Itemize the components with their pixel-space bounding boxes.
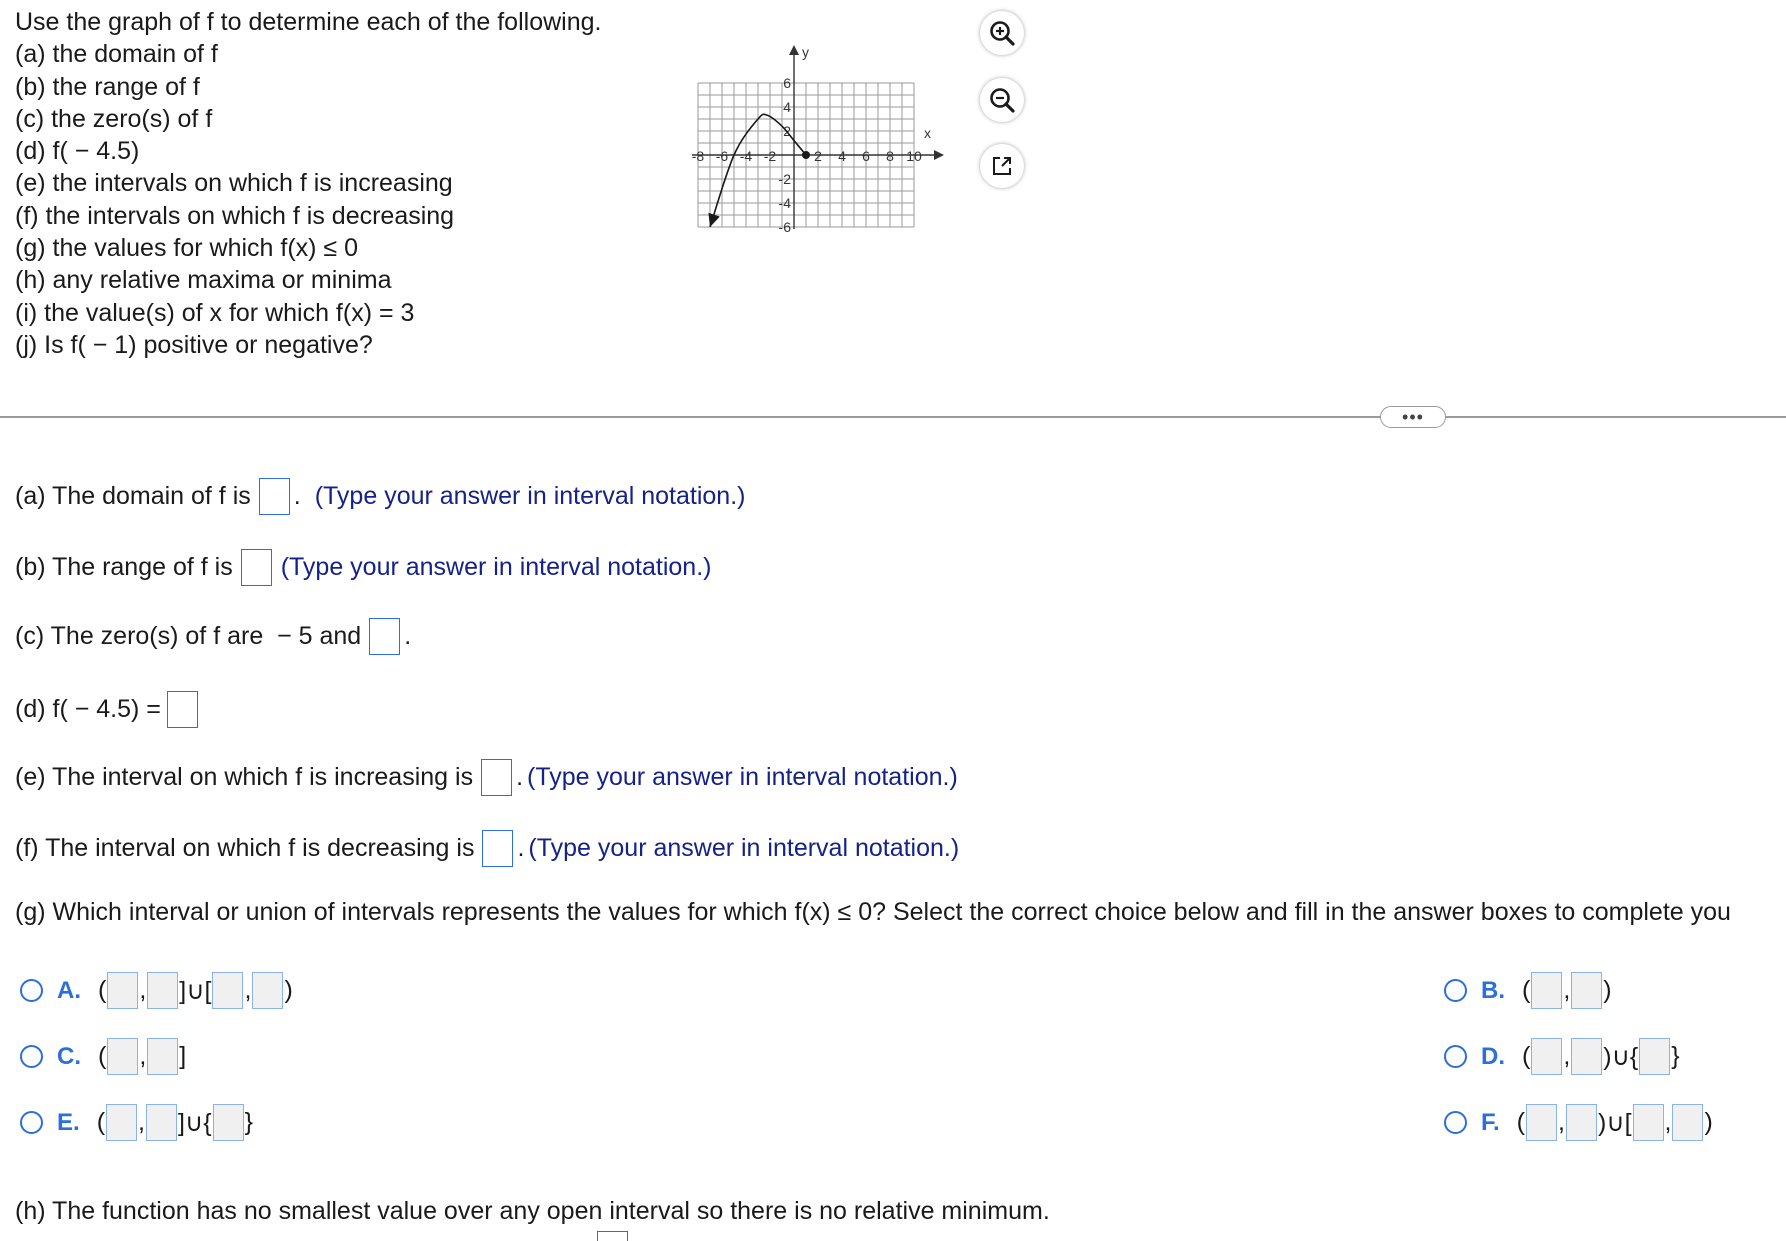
choice-e-letter: E.	[57, 1108, 80, 1136]
zoom-out-icon	[987, 85, 1017, 115]
y-axis-arrow	[789, 45, 799, 55]
choice-e-box-1[interactable]	[106, 1104, 137, 1141]
increasing-answer-box[interactable]	[481, 759, 512, 796]
choice-b[interactable]	[1444, 972, 1613, 1009]
zoom-in-icon	[987, 18, 1017, 48]
answer-e	[15, 759, 958, 796]
x-tick-label: -8	[691, 148, 705, 164]
question-part-i: (i) the value(s) of x for which f(x) = 3	[15, 298, 415, 327]
x-tick-label: 2	[814, 148, 822, 164]
popout-icon	[989, 153, 1015, 179]
x-tick-label: 8	[886, 148, 894, 164]
question-part-j: (j) Is f( − 1) positive or negative?	[15, 330, 373, 359]
section-divider	[0, 416, 1786, 418]
expand-handle[interactable]: •••	[1380, 406, 1446, 428]
x-tick-label: -4	[739, 148, 753, 164]
answer-b-hint: (Type your answer in interval notation.)	[280, 553, 712, 581]
question-part-a: (a) the domain of f	[15, 40, 218, 69]
choice-a-box-3[interactable]	[212, 972, 243, 1009]
choice-c-open: (	[98, 1042, 107, 1070]
choice-d-box-3[interactable]	[1639, 1038, 1670, 1075]
choice-e-box-2[interactable]	[146, 1104, 177, 1141]
answer-a-suffix: .	[293, 482, 301, 510]
choice-c-close: ]	[179, 1042, 187, 1070]
choice-d-letter: D.	[1481, 1042, 1505, 1070]
domain-answer-box[interactable]	[259, 478, 290, 515]
choice-f-box-3[interactable]	[1633, 1104, 1664, 1141]
choice-f-sep2: ,	[1664, 1108, 1672, 1136]
answer-e-prefix: (e) The interval on which f is increasing is	[15, 763, 474, 791]
choice-f-letter: F.	[1481, 1108, 1500, 1136]
answer-a	[15, 478, 745, 515]
y-tick-label: 4	[783, 99, 791, 115]
choice-b-letter: B.	[1481, 976, 1505, 1004]
choice-e[interactable]	[20, 1104, 254, 1141]
choice-d-close: }	[1671, 1042, 1680, 1070]
choice-d[interactable]	[1444, 1038, 1681, 1075]
choice-d-box-1[interactable]	[1531, 1038, 1562, 1075]
y-tick-label: -6	[778, 219, 791, 235]
choice-f-open: (	[1516, 1108, 1525, 1136]
choice-e-box-3[interactable]	[213, 1104, 244, 1141]
question-part-g: (g) the values for which f(x) ≤ 0	[15, 234, 359, 263]
choice-d-open: (	[1522, 1042, 1531, 1070]
answer-b-prefix: (b) The range of f is	[15, 553, 233, 581]
x-axis-label: x	[924, 125, 931, 141]
y-tick-label: -4	[778, 195, 791, 211]
question-text	[15, 6, 601, 361]
x-tick-label: 6	[862, 148, 870, 164]
x-tick-label: 10	[906, 148, 922, 164]
choice-a-sep1: ,	[139, 976, 147, 1004]
choice-c-radio[interactable]	[20, 1045, 43, 1068]
answer-g-prompt	[15, 898, 1786, 927]
choice-c-sep1: ,	[139, 1042, 147, 1070]
zero-answer-box[interactable]	[369, 618, 400, 655]
choice-f-box-4[interactable]	[1672, 1104, 1703, 1141]
answer-c-suffix: .	[404, 622, 412, 650]
question-intro: Use the graph of f to determine each of the following.	[15, 8, 602, 36]
answer-d-prefix: (d) f( − 4.5) =	[15, 695, 161, 723]
choice-c-box-1[interactable]	[107, 1038, 138, 1075]
choice-f-radio[interactable]	[1444, 1111, 1467, 1134]
choice-a-box-1[interactable]	[107, 972, 138, 1009]
answer-d	[15, 691, 198, 728]
popout-button[interactable]	[980, 144, 1024, 188]
y-tick-label: -2	[778, 171, 791, 187]
zoom-out-button[interactable]	[980, 78, 1024, 122]
answer-f	[15, 830, 959, 867]
choice-d-box-2[interactable]	[1571, 1038, 1602, 1075]
choice-a-sep2: ,	[244, 976, 252, 1004]
choice-b-open: (	[1522, 976, 1531, 1004]
answer-h-text: (h) The function has no smallest value over any open interval so there is no relative minimum.	[15, 1197, 1050, 1225]
choice-a-letter: A.	[57, 976, 81, 1004]
function-graph	[680, 40, 980, 260]
answer-c-prefix: (c) The zero(s) of f are − 5 and	[15, 622, 362, 650]
choice-a-open: (	[98, 976, 107, 1004]
choice-b-box-1[interactable]	[1531, 972, 1562, 1009]
question-part-c: (c) the zero(s) of f	[15, 104, 213, 133]
choice-d-sep1: ,	[1563, 1042, 1571, 1070]
answer-f-suffix: .	[517, 834, 525, 862]
answer-h-box-peek[interactable]	[597, 1231, 628, 1241]
choice-e-open: (	[96, 1108, 106, 1136]
choice-d-radio[interactable]	[1444, 1045, 1467, 1068]
answer-a-hint: (Type your answer in interval notation.)	[314, 482, 746, 510]
choice-e-close: }	[244, 1108, 253, 1136]
choice-b-close: )	[1603, 976, 1612, 1004]
y-tick-label: 6	[783, 75, 791, 91]
choice-f-box-1[interactable]	[1526, 1104, 1557, 1141]
y-tick-label: 2	[783, 123, 791, 139]
choice-a-radio[interactable]	[20, 979, 43, 1002]
answer-e-hint: (Type your answer in interval notation.)	[527, 763, 958, 791]
question-part-e: (e) the intervals on which f is increasing	[15, 169, 453, 198]
choice-f-close: )	[1704, 1108, 1713, 1136]
choice-a[interactable]	[20, 972, 294, 1009]
choice-f-box-2[interactable]	[1566, 1104, 1597, 1141]
choice-c-box-2[interactable]	[147, 1038, 178, 1075]
choice-a-box-4[interactable]	[252, 972, 283, 1009]
answer-g-text: (g) Which interval or union of intervals represents the values for which f(x) ≤ 0? Select the correct choice below and fill in the answer boxes to complete you	[15, 898, 1731, 926]
choice-f-mid: )∪[	[1597, 1108, 1632, 1137]
choice-e-sep1: ,	[138, 1108, 145, 1136]
choice-b-box-2[interactable]	[1571, 972, 1602, 1009]
question-part-b: (b) the range of f	[15, 72, 200, 101]
answer-f-prefix: (f) The interval on which f is decreasing is	[15, 834, 475, 862]
choice-d-mid: )∪{	[1603, 1042, 1639, 1071]
f-value-answer-box[interactable]	[167, 691, 198, 728]
range-answer-box[interactable]	[241, 549, 272, 586]
choice-c-letter: C.	[57, 1042, 81, 1070]
curve-endpoint-dot	[802, 151, 810, 159]
choice-c[interactable]	[20, 1038, 187, 1075]
choice-a-mid: ]∪[	[179, 976, 212, 1005]
answer-f-hint: (Type your answer in interval notation.)	[528, 834, 960, 862]
answer-b	[15, 549, 711, 586]
x-tick-label: -6	[715, 148, 729, 164]
answer-h	[15, 1197, 1050, 1226]
choice-f-sep1: ,	[1558, 1108, 1565, 1136]
x-axis-arrow	[934, 150, 944, 160]
choice-f[interactable]	[1444, 1104, 1714, 1141]
answer-a-prefix: (a) The domain of f is	[15, 482, 251, 510]
choice-a-box-2[interactable]	[147, 972, 178, 1009]
x-tick-label: -2	[763, 148, 777, 164]
question-part-f: (f) the intervals on which f is decreasing	[15, 201, 455, 230]
zoom-in-button[interactable]	[980, 11, 1024, 55]
choice-e-radio[interactable]	[20, 1111, 43, 1134]
choice-b-radio[interactable]	[1444, 979, 1467, 1002]
answer-e-suffix: .	[516, 763, 524, 791]
question-part-d: (d) f( − 4.5)	[15, 137, 140, 166]
x-tick-label: 4	[838, 148, 846, 164]
choice-e-mid: ]∪{	[177, 1108, 212, 1137]
y-axis-label: y	[802, 44, 809, 60]
decreasing-answer-box[interactable]	[482, 830, 513, 867]
choice-b-sep1: ,	[1563, 976, 1571, 1004]
answer-c	[15, 618, 411, 655]
choice-a-close: )	[284, 976, 293, 1004]
question-part-h: (h) any relative maxima or minima	[15, 266, 392, 295]
